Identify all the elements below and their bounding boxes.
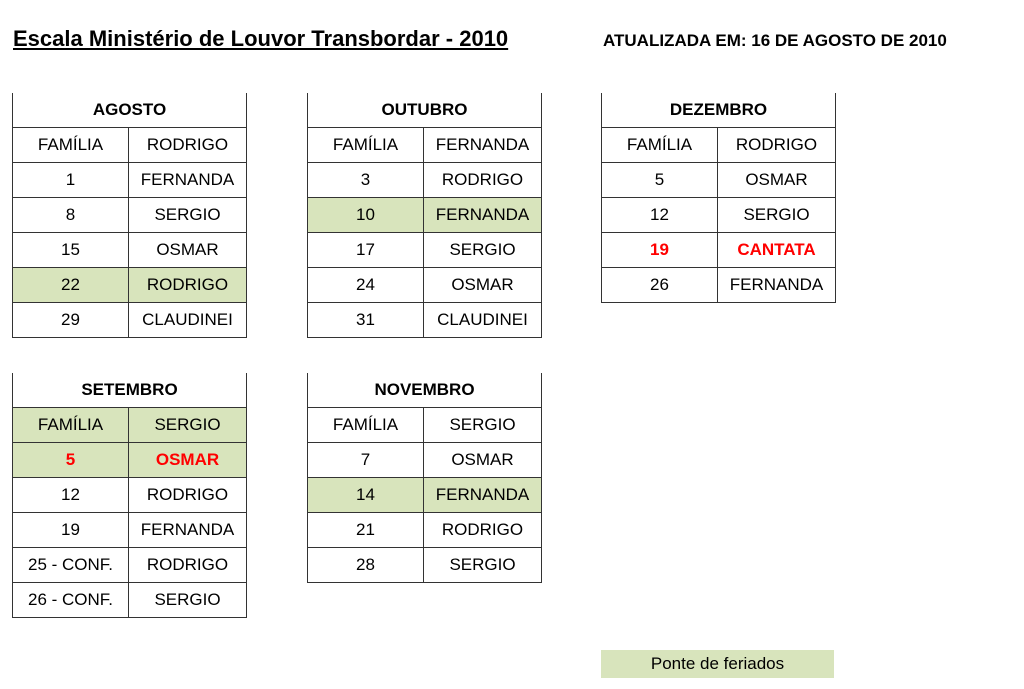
- day-cell: 8: [13, 198, 129, 233]
- month-table-setembro: [12, 373, 247, 618]
- day-cell: FAMÍLIA: [308, 128, 424, 163]
- day-cell: 21: [308, 513, 424, 548]
- month-table-agosto: [12, 93, 247, 338]
- table-row: [13, 583, 247, 618]
- table-row: [308, 443, 542, 478]
- day-cell: 25 - CONF.: [13, 548, 129, 583]
- person-cell: OSMAR: [129, 233, 247, 268]
- person-cell: FERNANDA: [424, 128, 542, 163]
- person-cell: SERGIO: [129, 583, 247, 618]
- day-cell: 3: [308, 163, 424, 198]
- table-row: [602, 128, 836, 163]
- person-cell: CLAUDINEI: [424, 303, 542, 338]
- table-row: [308, 408, 542, 443]
- month-header: OUTUBRO: [308, 93, 542, 128]
- person-cell: RODRIGO: [424, 513, 542, 548]
- person-cell: RODRIGO: [129, 548, 247, 583]
- day-cell: 12: [13, 478, 129, 513]
- table-row: [308, 128, 542, 163]
- person-cell: RODRIGO: [424, 163, 542, 198]
- table-row: [13, 163, 247, 198]
- person-cell: RODRIGO: [129, 128, 247, 163]
- day-cell: 26 - CONF.: [13, 583, 129, 618]
- person-cell: RODRIGO: [718, 128, 836, 163]
- table-row: [308, 478, 542, 513]
- day-cell: 10: [308, 198, 424, 233]
- day-cell: 19: [602, 233, 718, 268]
- table-row: [602, 163, 836, 198]
- table-row: [13, 303, 247, 338]
- table-row: [13, 548, 247, 583]
- table-row: [602, 268, 836, 303]
- day-cell: 12: [602, 198, 718, 233]
- month-table-novembro: [307, 373, 542, 583]
- table-row: [602, 198, 836, 233]
- month-header: AGOSTO: [13, 93, 247, 128]
- day-cell: FAMÍLIA: [308, 408, 424, 443]
- table-row: [13, 233, 247, 268]
- person-cell: SERGIO: [424, 233, 542, 268]
- month-header: SETEMBRO: [13, 373, 247, 408]
- day-cell: 28: [308, 548, 424, 583]
- person-cell: FERNANDA: [129, 513, 247, 548]
- day-cell: FAMÍLIA: [602, 128, 718, 163]
- person-cell: SERGIO: [424, 408, 542, 443]
- day-cell: 31: [308, 303, 424, 338]
- table-row: [308, 233, 542, 268]
- day-cell: 1: [13, 163, 129, 198]
- day-cell: 19: [13, 513, 129, 548]
- updated-date: ATUALIZADA EM: 16 DE AGOSTO DE 2010: [603, 31, 947, 50]
- day-cell: 7: [308, 443, 424, 478]
- person-cell: RODRIGO: [129, 478, 247, 513]
- page-title: Escala Ministério de Louvor Transbordar - 2010: [13, 26, 509, 51]
- person-cell: RODRIGO: [129, 268, 247, 303]
- day-cell: 5: [602, 163, 718, 198]
- day-cell: FAMÍLIA: [13, 408, 129, 443]
- table-row: [13, 128, 247, 163]
- person-cell: FERNANDA: [129, 163, 247, 198]
- person-cell: OSMAR: [424, 443, 542, 478]
- person-cell: SERGIO: [424, 548, 542, 583]
- person-cell: OSMAR: [424, 268, 542, 303]
- day-cell: 22: [13, 268, 129, 303]
- person-cell: SERGIO: [718, 198, 836, 233]
- table-row: [602, 233, 836, 268]
- month-table-outubro: [307, 93, 542, 338]
- day-cell: 26: [602, 268, 718, 303]
- month-header: DEZEMBRO: [602, 93, 836, 128]
- day-cell: 15: [13, 233, 129, 268]
- table-row: [308, 198, 542, 233]
- table-row: [308, 268, 542, 303]
- table-row: [13, 513, 247, 548]
- month-table-dezembro: [601, 93, 836, 303]
- person-cell: OSMAR: [129, 443, 247, 478]
- legend-holiday-bridge: Ponte de feriados: [601, 650, 834, 678]
- day-cell: 14: [308, 478, 424, 513]
- person-cell: CLAUDINEI: [129, 303, 247, 338]
- table-row: [13, 478, 247, 513]
- table-row: [13, 198, 247, 233]
- day-cell: FAMÍLIA: [13, 128, 129, 163]
- person-cell: OSMAR: [718, 163, 836, 198]
- person-cell: SERGIO: [129, 198, 247, 233]
- table-row: [13, 268, 247, 303]
- table-row: [308, 303, 542, 338]
- person-cell: CANTATA: [718, 233, 836, 268]
- table-row: [308, 163, 542, 198]
- day-cell: 24: [308, 268, 424, 303]
- table-row: [13, 408, 247, 443]
- person-cell: FERNANDA: [424, 198, 542, 233]
- table-row: [308, 548, 542, 583]
- day-cell: 5: [13, 443, 129, 478]
- day-cell: 17: [308, 233, 424, 268]
- table-row: [13, 443, 247, 478]
- person-cell: FERNANDA: [424, 478, 542, 513]
- month-header: NOVEMBRO: [308, 373, 542, 408]
- person-cell: FERNANDA: [718, 268, 836, 303]
- day-cell: 29: [13, 303, 129, 338]
- table-row: [308, 513, 542, 548]
- person-cell: SERGIO: [129, 408, 247, 443]
